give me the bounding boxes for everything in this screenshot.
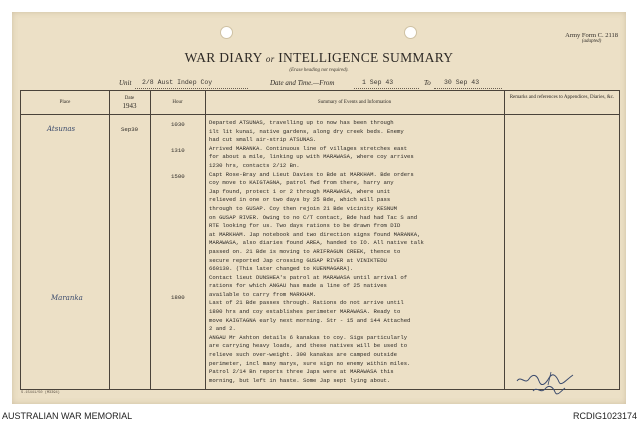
column-divider	[150, 91, 151, 389]
hour-entry: 1030	[171, 121, 185, 128]
diary-table	[20, 90, 620, 390]
summary-line: 2 and 2.	[209, 325, 236, 333]
place-entry: Maranka	[51, 294, 83, 302]
summary-line: relieved in one or two days by 25 Bde, which will pass	[209, 196, 391, 204]
column-header-date	[109, 96, 150, 110]
header-divider	[21, 114, 619, 115]
punch-hole-left	[220, 26, 233, 39]
column-divider	[504, 91, 505, 389]
title-war-diary: WAR DIARY	[184, 50, 263, 65]
hour-entry: 1310	[171, 147, 185, 154]
summary-line: Patrol 2/14 Bn reports three Japs were at MARAWASA this	[209, 368, 394, 376]
date-entry: Sep30	[121, 126, 139, 133]
summary-line: passed on. 21 Bde is moving to ARIFRAGUN CREEK, thence to	[209, 247, 401, 255]
summary-line: perimeter, incl many marys, sure sign no enemy within miles.	[209, 359, 411, 367]
signature-mark	[515, 369, 577, 397]
title-or: or	[265, 54, 275, 64]
column-divider	[109, 91, 110, 389]
record-id: RCDIG1023174	[572, 411, 637, 421]
summary-line: are carrying heavy loads, and these natives will be used to	[209, 342, 408, 350]
form-number-sub: (adapted)	[581, 39, 602, 45]
summary-line: relieve such over-weight. 300 kanakas are camped outside	[209, 351, 397, 359]
summary-line: move KAIGTAGNA early next morning. Str - 15 and 144 Attached	[209, 316, 411, 324]
summary-entries	[209, 119, 499, 385]
title-intelligence-summary: INTELLIGENCE SUMMARY	[278, 50, 454, 65]
summary-line: morning, but left in haste. Some Jap sept lying about.	[209, 376, 391, 384]
form-number	[565, 32, 618, 45]
diary-page	[12, 12, 626, 404]
summary-line: Departed ATSUNAS, travelling up to now has been through	[209, 119, 394, 126]
place-entry: Atsunas	[47, 125, 76, 133]
to-label: To	[424, 79, 431, 87]
summary-line: Jap found, protect 1 or 2 through MARAWASA, where unit	[209, 187, 391, 195]
summary-line: ANGAU Mr Ashton details 6 kanakas to coy. Sigs particularly	[209, 333, 408, 341]
column-header-date-label: Date	[124, 96, 135, 101]
summary-line: 1lt lit kunai, native gardens, along dry creek beds. Enemy	[209, 127, 404, 135]
summary-line: secure reported Jap crossing GUSAP RIVER at VINIKTEDU	[209, 256, 387, 264]
to-value: 30 Sep 43	[444, 79, 480, 86]
column-divider	[205, 91, 206, 389]
from-value: 1 Sep 43	[362, 79, 394, 86]
summary-line: had cut small air-strip ATSUNAS.	[209, 136, 317, 144]
summary-line: rations for which ANGAU has made a line of 25 natives	[209, 282, 387, 290]
unit-label: Unit	[119, 79, 132, 87]
summary-line: 660130. (This later changed to KUENMAGARA).	[209, 265, 354, 273]
summary-line: MARAWASA, also diaries found AREA, handed to IO. All native talk	[209, 239, 424, 247]
title-subnote: (Erase heading not required).	[289, 68, 349, 73]
summary-line: Arrived MARANKA. Continuous line of villages stretches east	[209, 144, 408, 152]
summary-line: for about a mile, linking up with MARAWASA, where coy arrives	[209, 153, 414, 161]
hour-entry: 1500	[171, 173, 185, 180]
punch-hole-right	[404, 26, 417, 39]
date-time-label: Date and Time.—From	[270, 79, 335, 87]
summary-line: RTE looking for us. Two days rations to be drawn from DID	[209, 222, 401, 230]
summary-line: available to carry from MARKHAM.	[209, 290, 317, 298]
hour-entry: 1800	[171, 294, 185, 301]
to-line	[434, 88, 502, 89]
print-code: S.15441/50 (M3394)	[21, 391, 60, 395]
column-header-remarks: Remarks and references to Appendices, Diaries, &c.	[509, 95, 615, 100]
summary-line: at MARKHAM. Jap notebook and two direction signs found MARANKA,	[209, 230, 421, 238]
page-title	[12, 50, 626, 66]
summary-line: coy move to KAIGTAGNA, patrol fwd from there, harry any	[209, 179, 394, 187]
unit-line	[135, 88, 248, 89]
unit-value: 2/8 Aust Indep Coy	[142, 79, 213, 86]
from-line	[354, 88, 419, 89]
summary-line: Contact lieut DUNSHEA's patrol at MARAWASA until arrival of	[209, 273, 408, 281]
summary-line: through to GUSAP. Coy then rejoin 21 Bde vicinity KESNUM	[209, 204, 397, 212]
archive-name: AUSTRALIAN WAR MEMORIAL	[2, 411, 133, 421]
summary-line: on GUSAP RIVER. Owing to no C/T contact, Bde had had Tac S and	[209, 213, 418, 221]
summary-line: Last of 21 Bde passes through. Rations do not arrive until	[209, 299, 404, 307]
column-header-date-year: 1943	[122, 102, 137, 110]
form-number-text: Army Form C. 2118	[565, 32, 618, 39]
column-header-summary: Summary of Events and Information	[317, 100, 392, 105]
column-header-place: Place	[59, 100, 71, 105]
summary-line: 1800 hrs and coy establishes perimeter MARAWASA. Ready to	[209, 308, 401, 316]
column-header-hour: Hour	[172, 100, 183, 105]
summary-line: Capt Rose-Bray and Lieut Davies to Bde at MARKHAM. Bde orders	[209, 170, 414, 178]
summary-line: 1230 hrs, contacts 2/12 Bn.	[209, 161, 300, 169]
